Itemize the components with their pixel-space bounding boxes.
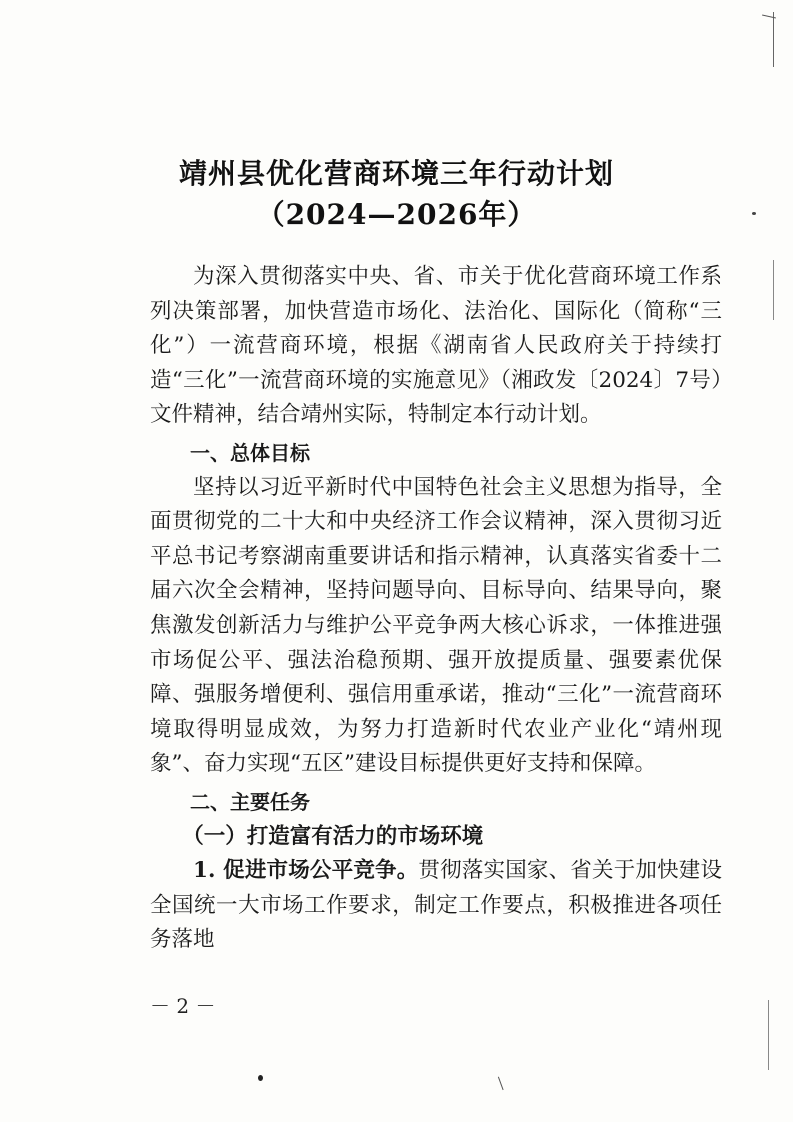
item-lead: 1. 促进市场公平竞争。 [193,858,419,884]
scan-speck [498,1074,511,1090]
item-body: 贯彻落实国家、省关于加快建设全国统一大市场工作要求，制定工作要点，积极推进各项任务落地 [150,858,722,953]
scan-mark [773,260,774,320]
subsection-heading-market: （一）打造富有活力的市场环境 [182,823,484,849]
document-title-years: （2024—2026年） [256,198,537,231]
intro-paragraph: 为深入贯彻落实中央、省、市关于优化营商环境工作系列决策部署，加快营造市场化、法治化、国际化（简称“三化”）一流营商环境，根据《湖南省人民政府关于持续打造“三化”一流营商环境的实施意见》（湘政发〔2024〕7号）文件精神，结合靖州实际，特制定本行动计划。 [150,264,722,428]
scan-speck [752,212,756,215]
item-paragraph [150,854,722,958]
section-heading-goals: 一、总体目标 [190,440,310,465]
scan-speck [258,1075,263,1081]
document-title: 靖州县优化营商环境三年行动计划 [178,157,614,190]
section-heading-tasks: 二、主要任务 [190,789,310,814]
scan-mark [768,1000,769,1070]
document-body [150,260,722,958]
goals-paragraph: 坚持以习近平新时代中国特色社会主义思想为指导，全面贯彻党的二十大和中央经济工作会议精神，深入贯彻习近平总书记考察湖南重要讲话和指示精神，认真落实省委十二届六次全会精神，坚持问题导向、目标导向、结果导向，聚焦激发创新活力与维护公平竞争两大核心诉求，一体推进强市场促公平、强法治稳预期、强开放提质量、强要素优保障、强服务增便利、强信用重承诺，推动“三化”一流营商环境取得明显成效，为努力打造新时代农业产业化“靖州现象”、奋力实现“五区”建设目标提供更好支持和保障。 [150,474,722,777]
page-number: － 2 － [150,994,216,1018]
scan-mark [773,12,774,67]
